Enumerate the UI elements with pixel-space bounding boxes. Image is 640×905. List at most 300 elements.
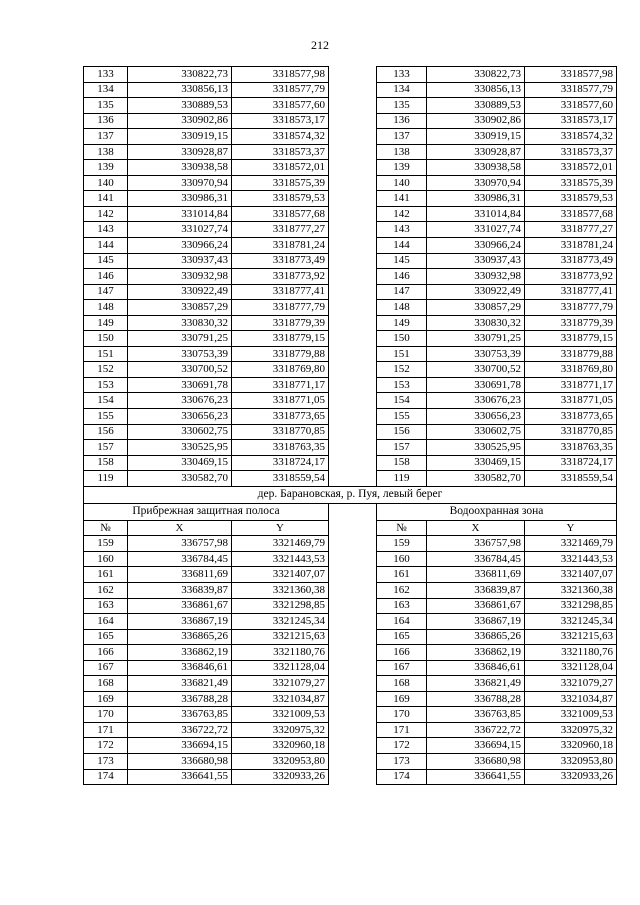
left-cell-y: 3321009,53 [232, 707, 329, 723]
right-cell-x: 330966,24 [427, 238, 525, 254]
right-cell-number: 150 [377, 331, 427, 347]
right-cell-x: 330902,86 [427, 113, 525, 129]
left-cell-x: 336757,98 [128, 536, 232, 552]
left-cell-y: 3320933,26 [232, 769, 329, 785]
right-cell-number: 152 [377, 362, 427, 378]
left-cell-number: 153 [84, 377, 128, 393]
table-row [84, 362, 617, 378]
table-row [84, 551, 617, 567]
gap-cell [329, 315, 377, 331]
gap-cell [329, 582, 377, 598]
left-col-number-header: № [84, 520, 128, 536]
left-cell-x: 336861,67 [128, 598, 232, 614]
left-cell-y: 3320975,32 [232, 722, 329, 738]
right-cell-y: 3321215,63 [525, 629, 617, 645]
left-cell-x: 330966,24 [128, 238, 232, 254]
table-row [84, 191, 617, 207]
right-cell-number: 149 [377, 315, 427, 331]
left-cell-x: 336694,15 [128, 738, 232, 754]
right-cell-y: 3320960,18 [525, 738, 617, 754]
left-cell-y: 3318779,88 [232, 346, 329, 362]
section-header [84, 486, 617, 536]
left-cell-x: 331014,84 [128, 206, 232, 222]
right-cell-y: 3320953,80 [525, 753, 617, 769]
gap-cell [329, 331, 377, 347]
left-cell-y: 3318577,68 [232, 206, 329, 222]
left-cell-y: 3321180,76 [232, 645, 329, 661]
left-cell-x: 330970,94 [128, 175, 232, 191]
right-cell-number: 142 [377, 206, 427, 222]
gap-cell [329, 660, 377, 676]
right-cell-y: 3318773,92 [525, 269, 617, 285]
table-row [84, 300, 617, 316]
left-cell-number: 158 [84, 455, 128, 471]
right-cell-y: 3318779,88 [525, 346, 617, 362]
right-cell-y: 3318577,79 [525, 82, 617, 98]
table-row [84, 424, 617, 440]
right-cell-number: 143 [377, 222, 427, 238]
right-cell-y: 3321407,07 [525, 567, 617, 583]
right-cell-number: 165 [377, 629, 427, 645]
right-cell-x: 336811,69 [427, 567, 525, 583]
table-row [84, 614, 617, 630]
table-row [84, 284, 617, 300]
table-row [84, 238, 617, 254]
left-cell-number: 147 [84, 284, 128, 300]
left-cell-y: 3318763,35 [232, 440, 329, 456]
gap-cell [329, 520, 377, 536]
table-row [84, 129, 617, 145]
table-row [84, 722, 617, 738]
left-cell-y: 3318773,92 [232, 269, 329, 285]
right-cell-y: 3318771,17 [525, 377, 617, 393]
right-cell-y: 3321298,85 [525, 598, 617, 614]
table-row [84, 67, 617, 83]
left-cell-y: 3318577,60 [232, 98, 329, 114]
right-cell-number: 139 [377, 160, 427, 176]
right-col-number-header: № [377, 520, 427, 536]
right-cell-number: 170 [377, 707, 427, 723]
right-cell-y: 3318575,39 [525, 175, 617, 191]
right-cell-number: 155 [377, 409, 427, 425]
left-cell-number: 135 [84, 98, 128, 114]
right-cell-number: 156 [377, 424, 427, 440]
gap-cell [329, 362, 377, 378]
right-cell-x: 336763,85 [427, 707, 525, 723]
right-cell-number: 173 [377, 753, 427, 769]
left-cell-number: 172 [84, 738, 128, 754]
left-cell-x: 330932,98 [128, 269, 232, 285]
left-col-y-header: Y [232, 520, 329, 536]
left-cell-y: 3321443,53 [232, 551, 329, 567]
left-cell-x: 336784,45 [128, 551, 232, 567]
table-row [84, 377, 617, 393]
right-cell-y: 3318781,24 [525, 238, 617, 254]
gap-cell [329, 645, 377, 661]
gap-cell [329, 393, 377, 409]
gap-cell [329, 409, 377, 425]
gap-cell [329, 691, 377, 707]
right-cell-y: 3321360,38 [525, 582, 617, 598]
table-row [84, 536, 617, 552]
right-cell-number: 162 [377, 582, 427, 598]
table-row [84, 253, 617, 269]
table-row [84, 440, 617, 456]
left-cell-y: 3318777,41 [232, 284, 329, 300]
left-cell-number: 149 [84, 315, 128, 331]
left-cell-y: 3318770,85 [232, 424, 329, 440]
right-cell-number: 174 [377, 769, 427, 785]
table-row [84, 738, 617, 754]
gap-cell [329, 769, 377, 785]
coordinates-table [83, 66, 617, 785]
left-cell-x: 336722,72 [128, 722, 232, 738]
right-cell-y: 3321469,79 [525, 536, 617, 552]
left-cell-x: 336680,98 [128, 753, 232, 769]
right-cell-number: 145 [377, 253, 427, 269]
right-cell-x: 336821,49 [427, 676, 525, 692]
left-cell-number: 137 [84, 129, 128, 145]
bottom-rows [84, 536, 617, 785]
left-cell-x: 330937,43 [128, 253, 232, 269]
left-cell-number: 174 [84, 769, 128, 785]
right-subtitle: Водоохранная зона [377, 503, 617, 520]
right-cell-number: 141 [377, 191, 427, 207]
gap-cell [329, 455, 377, 471]
right-cell-x: 336862,19 [427, 645, 525, 661]
right-cell-x: 330691,78 [427, 377, 525, 393]
right-cell-number: 172 [377, 738, 427, 754]
right-cell-y: 3318573,37 [525, 144, 617, 160]
right-cell-y: 3318779,39 [525, 315, 617, 331]
right-cell-number: 163 [377, 598, 427, 614]
left-cell-number: 150 [84, 331, 128, 347]
table-row [84, 175, 617, 191]
left-cell-x: 330656,23 [128, 409, 232, 425]
table-row [84, 455, 617, 471]
left-cell-x: 336865,26 [128, 629, 232, 645]
right-cell-x: 330676,23 [427, 393, 525, 409]
right-cell-x: 336865,26 [427, 629, 525, 645]
table-row [84, 567, 617, 583]
right-cell-x: 331014,84 [427, 206, 525, 222]
gap-cell [329, 471, 377, 487]
right-cell-y: 3318577,60 [525, 98, 617, 114]
left-cell-number: 159 [84, 536, 128, 552]
left-cell-y: 3321469,79 [232, 536, 329, 552]
table-row [84, 582, 617, 598]
table-row [84, 113, 617, 129]
right-cell-x: 336680,98 [427, 753, 525, 769]
left-cell-x: 336867,19 [128, 614, 232, 630]
right-cell-x: 330889,53 [427, 98, 525, 114]
right-cell-y: 3321079,27 [525, 676, 617, 692]
gap-cell [329, 424, 377, 440]
right-cell-x: 330656,23 [427, 409, 525, 425]
left-cell-y: 3318781,24 [232, 238, 329, 254]
table-row [84, 346, 617, 362]
left-cell-number: 170 [84, 707, 128, 723]
right-cell-number: 171 [377, 722, 427, 738]
right-cell-number: 153 [377, 377, 427, 393]
gap-cell [329, 536, 377, 552]
left-cell-number: 157 [84, 440, 128, 456]
right-cell-x: 330791,25 [427, 331, 525, 347]
left-cell-number: 133 [84, 67, 128, 83]
gap-cell [329, 98, 377, 114]
page-number: 212 [311, 38, 329, 52]
gap-cell [329, 629, 377, 645]
gap-cell [329, 598, 377, 614]
right-cell-y: 3318773,65 [525, 409, 617, 425]
right-cell-number: 158 [377, 455, 427, 471]
left-cell-x: 330919,15 [128, 129, 232, 145]
right-cell-x: 336867,19 [427, 614, 525, 630]
left-cell-y: 3318771,17 [232, 377, 329, 393]
right-cell-x: 330922,49 [427, 284, 525, 300]
right-col-x-header: X [427, 520, 525, 536]
left-cell-number: 148 [84, 300, 128, 316]
left-cell-x: 330753,39 [128, 346, 232, 362]
left-cell-y: 3318577,79 [232, 82, 329, 98]
left-cell-number: 136 [84, 113, 128, 129]
left-cell-number: 144 [84, 238, 128, 254]
left-cell-number: 163 [84, 598, 128, 614]
right-cell-number: 137 [377, 129, 427, 145]
left-cell-number: 164 [84, 614, 128, 630]
left-cell-number: 155 [84, 409, 128, 425]
right-cell-y: 3318577,68 [525, 206, 617, 222]
gap-cell [329, 129, 377, 145]
left-cell-x: 330525,95 [128, 440, 232, 456]
right-cell-number: 119 [377, 471, 427, 487]
right-cell-x: 331027,74 [427, 222, 525, 238]
right-cell-number: 166 [377, 645, 427, 661]
left-cell-y: 3318724,17 [232, 455, 329, 471]
right-cell-number: 161 [377, 567, 427, 583]
right-cell-y: 3318770,85 [525, 424, 617, 440]
left-cell-y: 3318779,39 [232, 315, 329, 331]
left-cell-y: 3318579,53 [232, 191, 329, 207]
right-cell-number: 134 [377, 82, 427, 98]
left-cell-number: 167 [84, 660, 128, 676]
left-cell-number: 139 [84, 160, 128, 176]
right-cell-y: 3318773,49 [525, 253, 617, 269]
right-cell-y: 3318777,41 [525, 284, 617, 300]
left-cell-x: 330822,73 [128, 67, 232, 83]
table-row [84, 315, 617, 331]
gap-cell [329, 722, 377, 738]
table-row [84, 409, 617, 425]
left-cell-x: 336846,61 [128, 660, 232, 676]
right-cell-y: 3318572,01 [525, 160, 617, 176]
right-cell-x: 336784,45 [427, 551, 525, 567]
right-cell-x: 330856,13 [427, 82, 525, 98]
left-cell-number: 160 [84, 551, 128, 567]
right-cell-y: 3321180,76 [525, 645, 617, 661]
left-cell-number: 141 [84, 191, 128, 207]
left-cell-y: 3320953,80 [232, 753, 329, 769]
left-cell-y: 3318573,37 [232, 144, 329, 160]
right-cell-y: 3318579,53 [525, 191, 617, 207]
left-cell-x: 330938,58 [128, 160, 232, 176]
right-cell-number: 138 [377, 144, 427, 160]
table-row [84, 645, 617, 661]
right-cell-number: 160 [377, 551, 427, 567]
right-cell-number: 157 [377, 440, 427, 456]
left-cell-number: 142 [84, 206, 128, 222]
table-row [84, 269, 617, 285]
left-cell-x: 336839,87 [128, 582, 232, 598]
left-cell-y: 3318769,80 [232, 362, 329, 378]
right-cell-number: 151 [377, 346, 427, 362]
table-row [84, 769, 617, 785]
left-cell-y: 3318573,17 [232, 113, 329, 129]
right-cell-y: 3321245,34 [525, 614, 617, 630]
right-cell-y: 3318763,35 [525, 440, 617, 456]
gap-cell [329, 82, 377, 98]
left-cell-x: 330691,78 [128, 377, 232, 393]
right-cell-x: 336839,87 [427, 582, 525, 598]
left-cell-y: 3318572,01 [232, 160, 329, 176]
gap-cell [329, 300, 377, 316]
right-cell-x: 330582,70 [427, 471, 525, 487]
table-row [84, 598, 617, 614]
left-cell-x: 336788,28 [128, 691, 232, 707]
left-cell-y: 3318575,39 [232, 175, 329, 191]
right-cell-number: 154 [377, 393, 427, 409]
right-cell-y: 3321443,53 [525, 551, 617, 567]
section-title: дер. Барановская, р. Пуя, левый берег [84, 486, 617, 503]
gap-cell [329, 567, 377, 583]
right-cell-x: 336722,72 [427, 722, 525, 738]
right-cell-x: 330986,31 [427, 191, 525, 207]
left-cell-x: 336862,19 [128, 645, 232, 661]
right-cell-number: 159 [377, 536, 427, 552]
left-cell-number: 161 [84, 567, 128, 583]
left-cell-y: 3318574,32 [232, 129, 329, 145]
gap-cell [329, 676, 377, 692]
right-cell-x: 330753,39 [427, 346, 525, 362]
left-cell-number: 146 [84, 269, 128, 285]
left-cell-number: 151 [84, 346, 128, 362]
left-cell-x: 330928,87 [128, 144, 232, 160]
left-cell-y: 3318577,98 [232, 67, 329, 83]
right-cell-y: 3321128,04 [525, 660, 617, 676]
right-cell-x: 330830,32 [427, 315, 525, 331]
right-cell-number: 169 [377, 691, 427, 707]
right-cell-number: 148 [377, 300, 427, 316]
left-cell-x: 330856,13 [128, 82, 232, 98]
right-cell-y: 3318574,32 [525, 129, 617, 145]
left-cell-y: 3318777,27 [232, 222, 329, 238]
right-col-y-header: Y [525, 520, 617, 536]
right-cell-x: 330937,43 [427, 253, 525, 269]
gap-cell [329, 175, 377, 191]
left-cell-number: 152 [84, 362, 128, 378]
left-cell-y: 3321079,27 [232, 676, 329, 692]
left-cell-number: 169 [84, 691, 128, 707]
left-cell-y: 3318777,79 [232, 300, 329, 316]
left-cell-y: 3318559,54 [232, 471, 329, 487]
left-cell-number: 156 [84, 424, 128, 440]
right-cell-x: 336694,15 [427, 738, 525, 754]
left-cell-x: 330857,29 [128, 300, 232, 316]
left-cell-y: 3321407,07 [232, 567, 329, 583]
gap-cell [329, 377, 377, 393]
left-cell-number: 140 [84, 175, 128, 191]
left-cell-x: 336811,69 [128, 567, 232, 583]
left-cell-x: 336763,85 [128, 707, 232, 723]
gap-cell [329, 113, 377, 129]
left-cell-y: 3318773,49 [232, 253, 329, 269]
right-cell-x: 330469,15 [427, 455, 525, 471]
left-cell-number: 145 [84, 253, 128, 269]
left-col-x-header: X [128, 520, 232, 536]
left-cell-x: 330700,52 [128, 362, 232, 378]
right-cell-y: 3318769,80 [525, 362, 617, 378]
gap-cell [329, 222, 377, 238]
left-cell-x: 330602,75 [128, 424, 232, 440]
gap-cell [329, 160, 377, 176]
right-cell-x: 330700,52 [427, 362, 525, 378]
left-cell-x: 330986,31 [128, 191, 232, 207]
left-cell-x: 330791,25 [128, 331, 232, 347]
left-cell-y: 3321298,85 [232, 598, 329, 614]
gap-cell [329, 206, 377, 222]
left-cell-x: 330676,23 [128, 393, 232, 409]
right-cell-number: 168 [377, 676, 427, 692]
left-cell-y: 3321034,87 [232, 691, 329, 707]
left-cell-number: 143 [84, 222, 128, 238]
left-cell-number: 165 [84, 629, 128, 645]
table-row [84, 144, 617, 160]
right-cell-x: 336788,28 [427, 691, 525, 707]
left-cell-x: 330469,15 [128, 455, 232, 471]
table-row [84, 393, 617, 409]
table-row [84, 471, 617, 487]
right-cell-x: 330970,94 [427, 175, 525, 191]
left-cell-number: 138 [84, 144, 128, 160]
gap-cell [329, 440, 377, 456]
left-cell-x: 331027,74 [128, 222, 232, 238]
table-row [84, 676, 617, 692]
right-cell-y: 3318559,54 [525, 471, 617, 487]
left-cell-x: 336821,49 [128, 676, 232, 692]
right-cell-number: 136 [377, 113, 427, 129]
left-cell-number: 134 [84, 82, 128, 98]
gap-cell [329, 269, 377, 285]
gap-cell [329, 614, 377, 630]
right-cell-y: 3318724,17 [525, 455, 617, 471]
right-cell-y: 3318777,27 [525, 222, 617, 238]
left-cell-number: 162 [84, 582, 128, 598]
table-row [84, 206, 617, 222]
gap-cell [329, 551, 377, 567]
gap-cell [329, 67, 377, 83]
left-cell-x: 330922,49 [128, 284, 232, 300]
right-cell-number: 133 [377, 67, 427, 83]
left-cell-number: 168 [84, 676, 128, 692]
right-cell-number: 144 [377, 238, 427, 254]
right-cell-x: 330525,95 [427, 440, 525, 456]
table-row [84, 331, 617, 347]
right-cell-y: 3318779,15 [525, 331, 617, 347]
gap-cell [329, 253, 377, 269]
right-cell-y: 3318573,17 [525, 113, 617, 129]
left-cell-x: 330830,32 [128, 315, 232, 331]
left-subtitle: Прибрежная защитная полоса [84, 503, 329, 520]
